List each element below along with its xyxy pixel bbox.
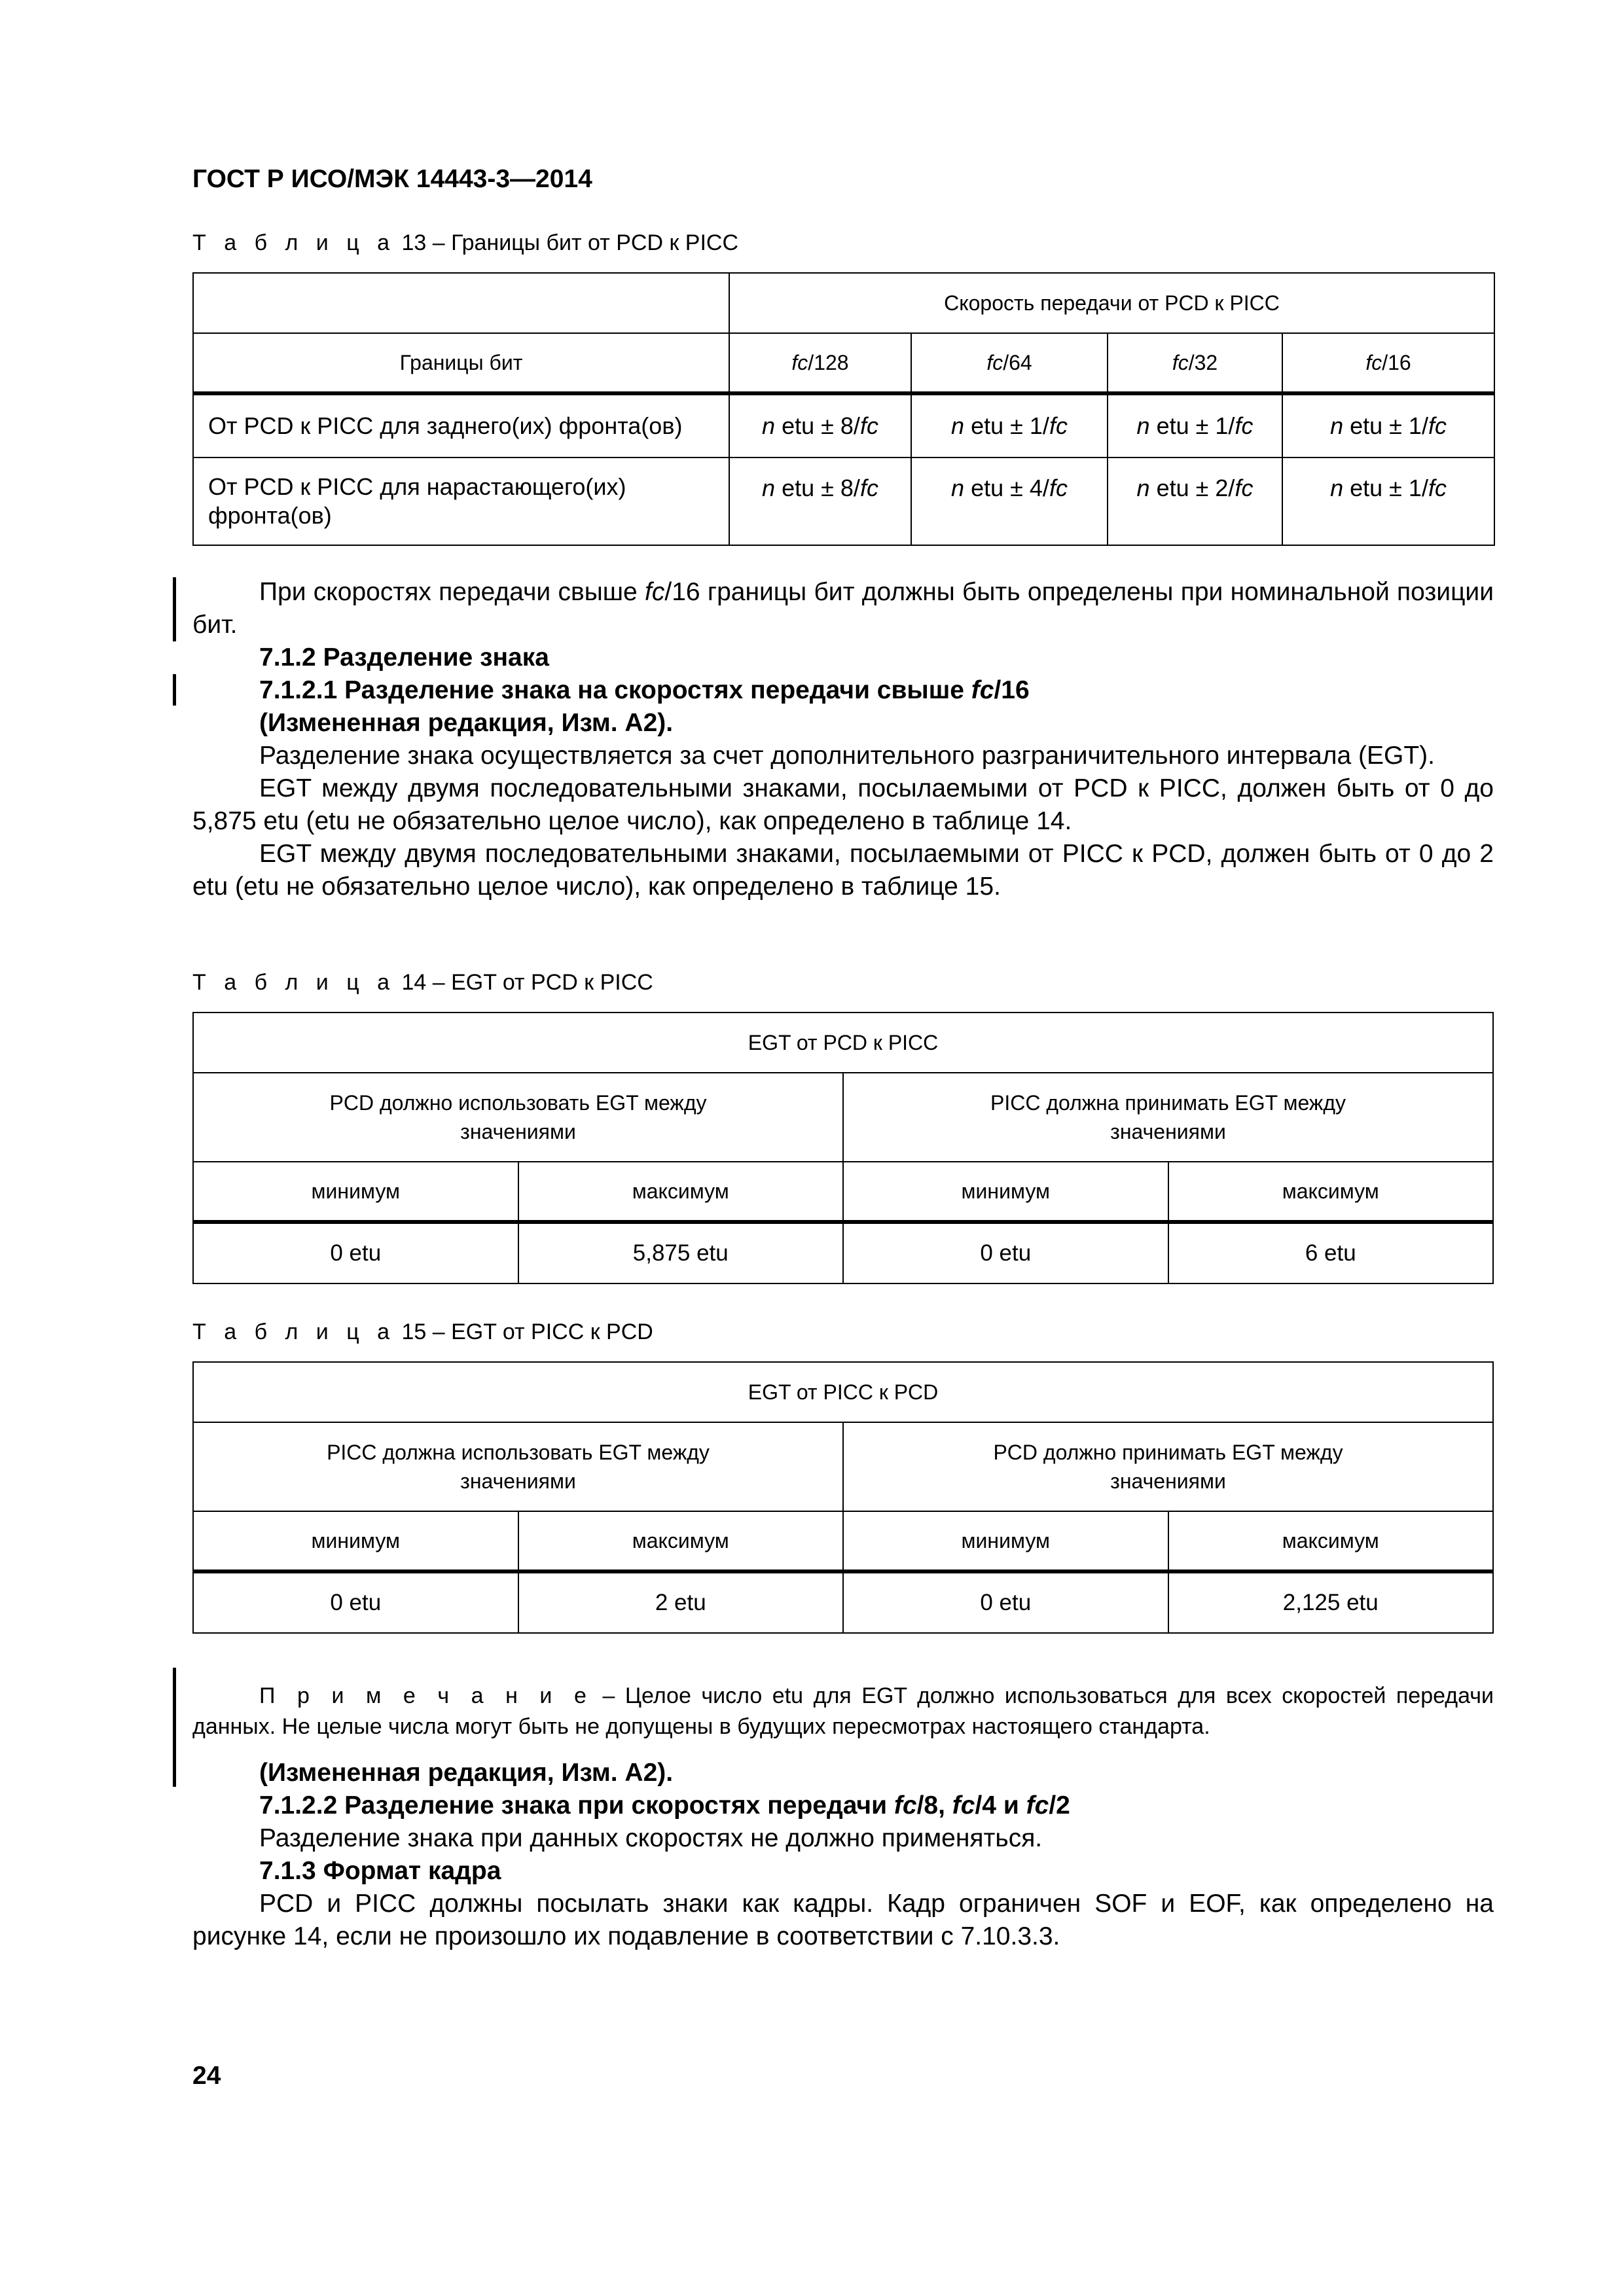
table14-value: 5,875 etu bbox=[518, 1222, 844, 1283]
table13-caption-text: 13 – Границы бит от PCD к PICC bbox=[395, 230, 739, 255]
document-header: ГОСТ Р ИСО/МЭК 14443-3—2014 bbox=[192, 165, 592, 193]
table14-value: 0 etu bbox=[843, 1222, 1168, 1283]
table14-left-group-text: PCD должно использовать EGT между значениями bbox=[329, 1091, 707, 1143]
table14-min-header: минимум bbox=[843, 1162, 1168, 1222]
table15-title: EGT от PICC к PCD bbox=[193, 1362, 1493, 1422]
change-bar bbox=[173, 577, 176, 641]
table14-left-group bbox=[193, 1073, 843, 1162]
change-bar bbox=[173, 1668, 176, 1787]
table14-max-header: максимум bbox=[1168, 1162, 1494, 1222]
table15-caption-text: 15 – EGT от PICC к PCD bbox=[395, 1319, 653, 1344]
section-heading-text: 7.1.2.1 Разделение знака на скоростях передачи свыше bbox=[259, 676, 971, 704]
table13-cell: n etu ± 1/fc bbox=[1282, 393, 1494, 457]
table15-left-group bbox=[193, 1422, 843, 1511]
table13-row-label: От PCD к PICC для заднего(их) фронта(ов) bbox=[193, 393, 729, 457]
rate-divisor: 128 bbox=[814, 351, 849, 374]
table14-value: 0 etu bbox=[193, 1222, 518, 1283]
paragraph: При скоростях передачи свыше fc/16 границы бит должны быть определены при номинальной позиции бит. bbox=[192, 578, 1494, 639]
table13-cell: n etu ± 1/fc bbox=[1282, 457, 1494, 545]
table-13 bbox=[192, 272, 1495, 546]
section-7-1-2-2-text bbox=[192, 1757, 1494, 1953]
table15-right-group bbox=[843, 1422, 1493, 1511]
table14-caption-word: Т а б л и ц а bbox=[192, 970, 396, 995]
section-heading: 7.1.3 Формат кадра bbox=[259, 1857, 501, 1885]
table14-right-group-text: PICC должна принимать EGT между значениями bbox=[990, 1091, 1346, 1143]
paragraph: Разделение знака осуществляется за счет дополнительного разграничительного интервала (EGT). bbox=[259, 742, 1435, 770]
table14-value: 6 etu bbox=[1168, 1222, 1494, 1283]
paragraph: EGT между двумя последовательными знаками, посылаемыми от PCD к PICC, должен быть от 0 до 5,875 etu (etu не обязательно целое число), как определено в таблице 14. bbox=[192, 774, 1494, 835]
table14-right-group bbox=[843, 1073, 1493, 1162]
tolerance-value: 8 bbox=[840, 475, 854, 501]
tolerance-value: 8 bbox=[840, 412, 854, 439]
amendment-note: (Измененная редакция, Изм. А2). bbox=[259, 1759, 674, 1787]
tolerance-value: 2 bbox=[1215, 475, 1229, 501]
section-heading: 7.1.2.2 Разделение знака при скоростях передачи fc/8, fc/4 и fc/2 bbox=[259, 1791, 1070, 1820]
table14-caption-text: 14 – EGT от PCD к PICC bbox=[395, 970, 653, 995]
table13-cell: n etu ± 1/fc bbox=[1108, 393, 1282, 457]
tolerance-value: 1 bbox=[1215, 412, 1229, 439]
tolerance-value: 1 bbox=[1029, 412, 1043, 439]
table15-value: 0 etu bbox=[193, 1571, 518, 1633]
section-heading-text: 7.1.2.2 Разделение знака при скоростях передачи bbox=[259, 1791, 894, 1820]
tolerance-value: 1 bbox=[1408, 475, 1422, 501]
table13-cell: n etu ± 1/fc bbox=[911, 393, 1108, 457]
table14-title: EGT от PCD к PICC bbox=[193, 1013, 1493, 1073]
table13-cell: n etu ± 2/fc bbox=[1108, 457, 1282, 545]
table15-max-header: максимум bbox=[1168, 1511, 1494, 1571]
section-heading: 7.1.2 Разделение знака bbox=[259, 643, 549, 672]
table14-max-header: максимум bbox=[518, 1162, 844, 1222]
table15-value: 2 etu bbox=[518, 1571, 844, 1633]
note bbox=[192, 1681, 1494, 1742]
table-14 bbox=[192, 1012, 1494, 1284]
paragraph: EGT между двумя последовательными знаками, посылаемыми от PICC к PCD, должен быть от 0 до 2 etu (etu не обязательно целое число), как определено в таблице 15. bbox=[192, 840, 1494, 901]
note-word: П р и м е ч а н и е bbox=[259, 1683, 592, 1708]
table15-max-header: максимум bbox=[518, 1511, 844, 1571]
paragraph-text: /16 границы бит должны быть определены при номинальной позиции бит. bbox=[192, 578, 1494, 639]
table13-rate-header: fc/64 bbox=[911, 333, 1108, 393]
table13-caption bbox=[192, 230, 738, 256]
section-heading: 7.1.2.1 Разделение знака на скоростях передачи свыше fc/16 bbox=[259, 676, 1030, 704]
table13-rate-header: fc/16 bbox=[1282, 333, 1494, 393]
rate-divisor: 64 bbox=[1009, 351, 1032, 374]
tolerance-value: 1 bbox=[1408, 412, 1422, 439]
table15-left-group-text: PICC должна использовать EGT между значениями bbox=[327, 1441, 710, 1493]
table13-cell: n etu ± 8/fc bbox=[729, 457, 911, 545]
table13-caption-word: Т а б л и ц а bbox=[192, 230, 396, 255]
table13-cell: n etu ± 4/fc bbox=[911, 457, 1108, 545]
paragraph: PCD и PICC должны посылать знаки как кадры. Кадр ограничен SOF и EOF, как определено на рисунке 14, если не произошло их подавление в соответствии с 7.10.3.3. bbox=[192, 1890, 1494, 1950]
table14-min-header: минимум bbox=[193, 1162, 518, 1222]
table15-right-group-text: PCD должно принимать EGT между значениями bbox=[993, 1441, 1343, 1493]
section-7-1-2-text bbox=[192, 576, 1494, 903]
table13-empty-cell bbox=[193, 273, 729, 333]
table-15 bbox=[192, 1361, 1494, 1634]
change-bar bbox=[173, 674, 176, 706]
paragraph-text: При скоростях передачи свыше bbox=[259, 578, 645, 606]
table15-min-header: минимум bbox=[843, 1511, 1168, 1571]
page-number: 24 bbox=[192, 2062, 221, 2090]
rate-divisor: 32 bbox=[1194, 351, 1218, 374]
amendment-note: (Измененная редакция, Изм. А2). bbox=[259, 709, 674, 737]
tolerance-value: 4 bbox=[1029, 475, 1043, 501]
table14-caption bbox=[192, 970, 653, 996]
table13-row-label: От PCD к PICC для нарастающего(их) фронта(ов) bbox=[193, 457, 729, 545]
note-text: – Целое число etu для EGT должно использоваться для всех скоростей передачи данных. Не целые числа могут быть не допущены в будущих пересмотрах настоящего стандарта. bbox=[192, 1683, 1494, 1739]
table15-min-header: минимум bbox=[193, 1511, 518, 1571]
table13-cell: n etu ± 8/fc bbox=[729, 393, 911, 457]
rate-divisor: 16 bbox=[1388, 351, 1411, 374]
table15-caption-word: Т а б л и ц а bbox=[192, 1319, 396, 1344]
table13-rate-header: fc/128 bbox=[729, 333, 911, 393]
table13-group-header: Скорость передачи от PCD к PICC bbox=[729, 273, 1494, 333]
table15-caption bbox=[192, 1319, 653, 1345]
table15-value: 2,125 etu bbox=[1168, 1571, 1494, 1633]
paragraph: Разделение знака при данных скоростях не должно применяться. bbox=[259, 1824, 1043, 1852]
table13-rate-header: fc/32 bbox=[1108, 333, 1282, 393]
table15-value: 0 etu bbox=[843, 1571, 1168, 1633]
table13-row-header: Границы бит bbox=[193, 333, 729, 393]
